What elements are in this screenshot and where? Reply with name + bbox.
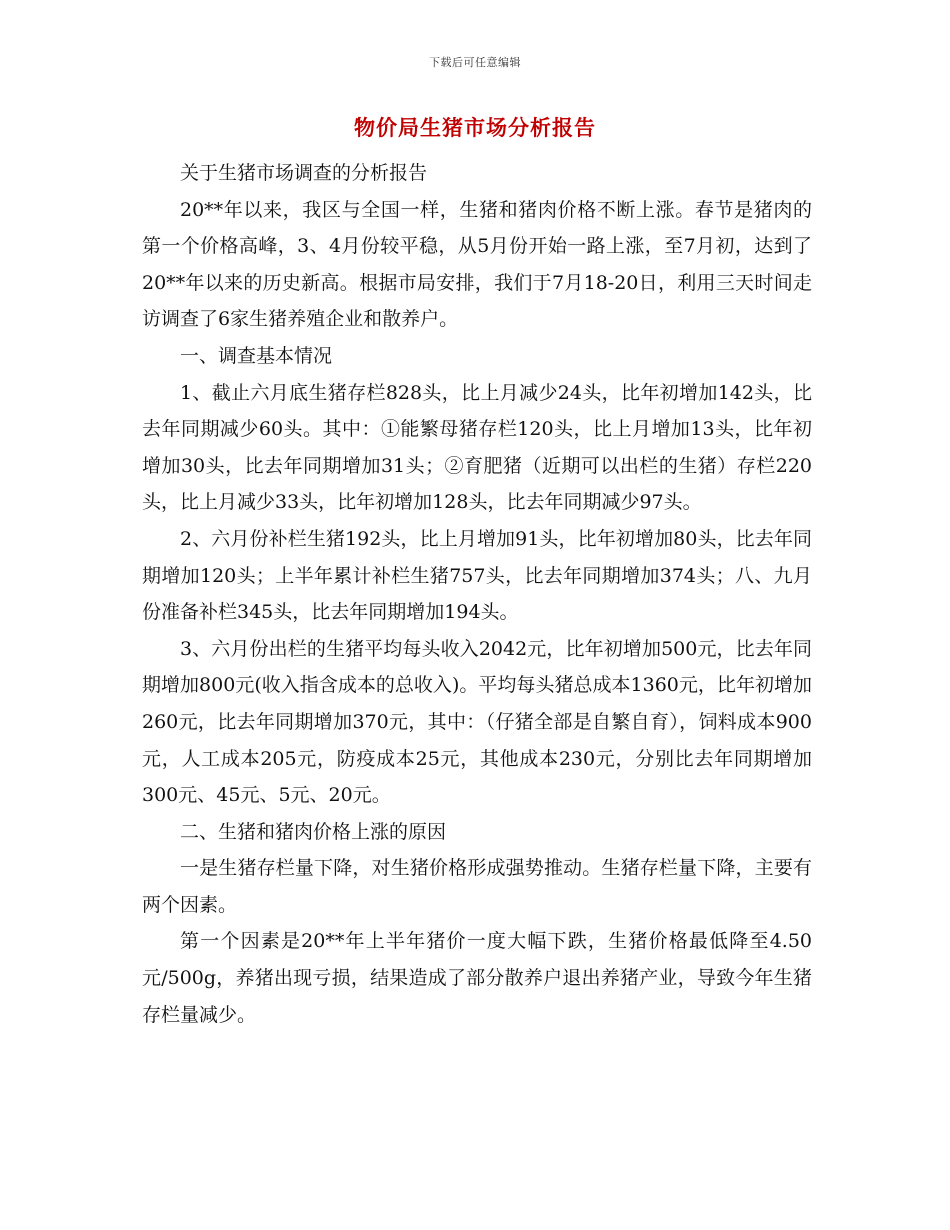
paragraph-reason-1: 一是生猪存栏量下降，对生猪价格形成强势推动。生猪存栏量下降，主要有两个因素。 — [142, 857, 812, 916]
paragraph-intro: 20**年以来，我区与全国一样，生猪和猪肉价格不断上涨。春节是猪肉的第一个价格高峰，3、4月份较平稳，从5月份开始一路上涨，至7月初，达到了20**年以来的历史新高。根据市局安排，我们于7月18-20日，利用三天时间走访调查了6家生猪养殖企业和散养户。 — [142, 198, 812, 331]
paragraph-subtitle: 关于生猪市场调查的分析报告 — [180, 162, 428, 184]
paragraph-item-2: 2、六月份补栏生猪192头，比上月增加91头，比年初增加80头，比去年同期增加120头；上半年累计补栏生猪757头，比去年同期增加374头；八、九月份准备补栏345头，比去年同期增加194头。 — [142, 527, 812, 624]
paragraph-factor-1: 第一个因素是20**年上半年猪价一度大幅下跌，生猪价格最低降至4.50元/500g，养猪出现亏损，结果造成了部分散养户退出养猪产业，导致今年生猪存栏量减少。 — [142, 930, 812, 1026]
section-heading-reasons: 二、生猪和猪肉价格上涨的原因 — [180, 820, 447, 843]
section-heading-survey: 一、调查基本情况 — [180, 344, 333, 367]
paragraph-item-1: 1、截止六月底生猪存栏828头，比上月减少24头，比年初增加142头，比去年同期减少60头。其中：①能繁母猪存栏120头，比上月增加13头，比年初增加30头，比去年同期增加31头；②育肥猪（近期可以出栏的生猪）存栏220头，比上月减少33头，比年初增加128头，比去年同期减少97头。 — [142, 381, 812, 514]
paragraph-item-3: 3、六月份出栏的生猪平均每头收入2042元，比年初增加500元，比去年同期增加800元(收入指含成本的总收入)。平均每头猪总成本1360元，比年初增加260元，比去年同期增加370元，其中：（仔猪全部是自繁自育），饲料成本900元，人工成本205元，防疫成本25元，其他成本230元，分别比去年同期增加300元、45元、5元、20元。 — [142, 637, 812, 807]
document-body — [142, 155, 812, 1033]
header-note: 下载后可任意编辑 — [429, 56, 521, 69]
document-title: 物价局生猪市场分析报告 — [354, 115, 596, 140]
